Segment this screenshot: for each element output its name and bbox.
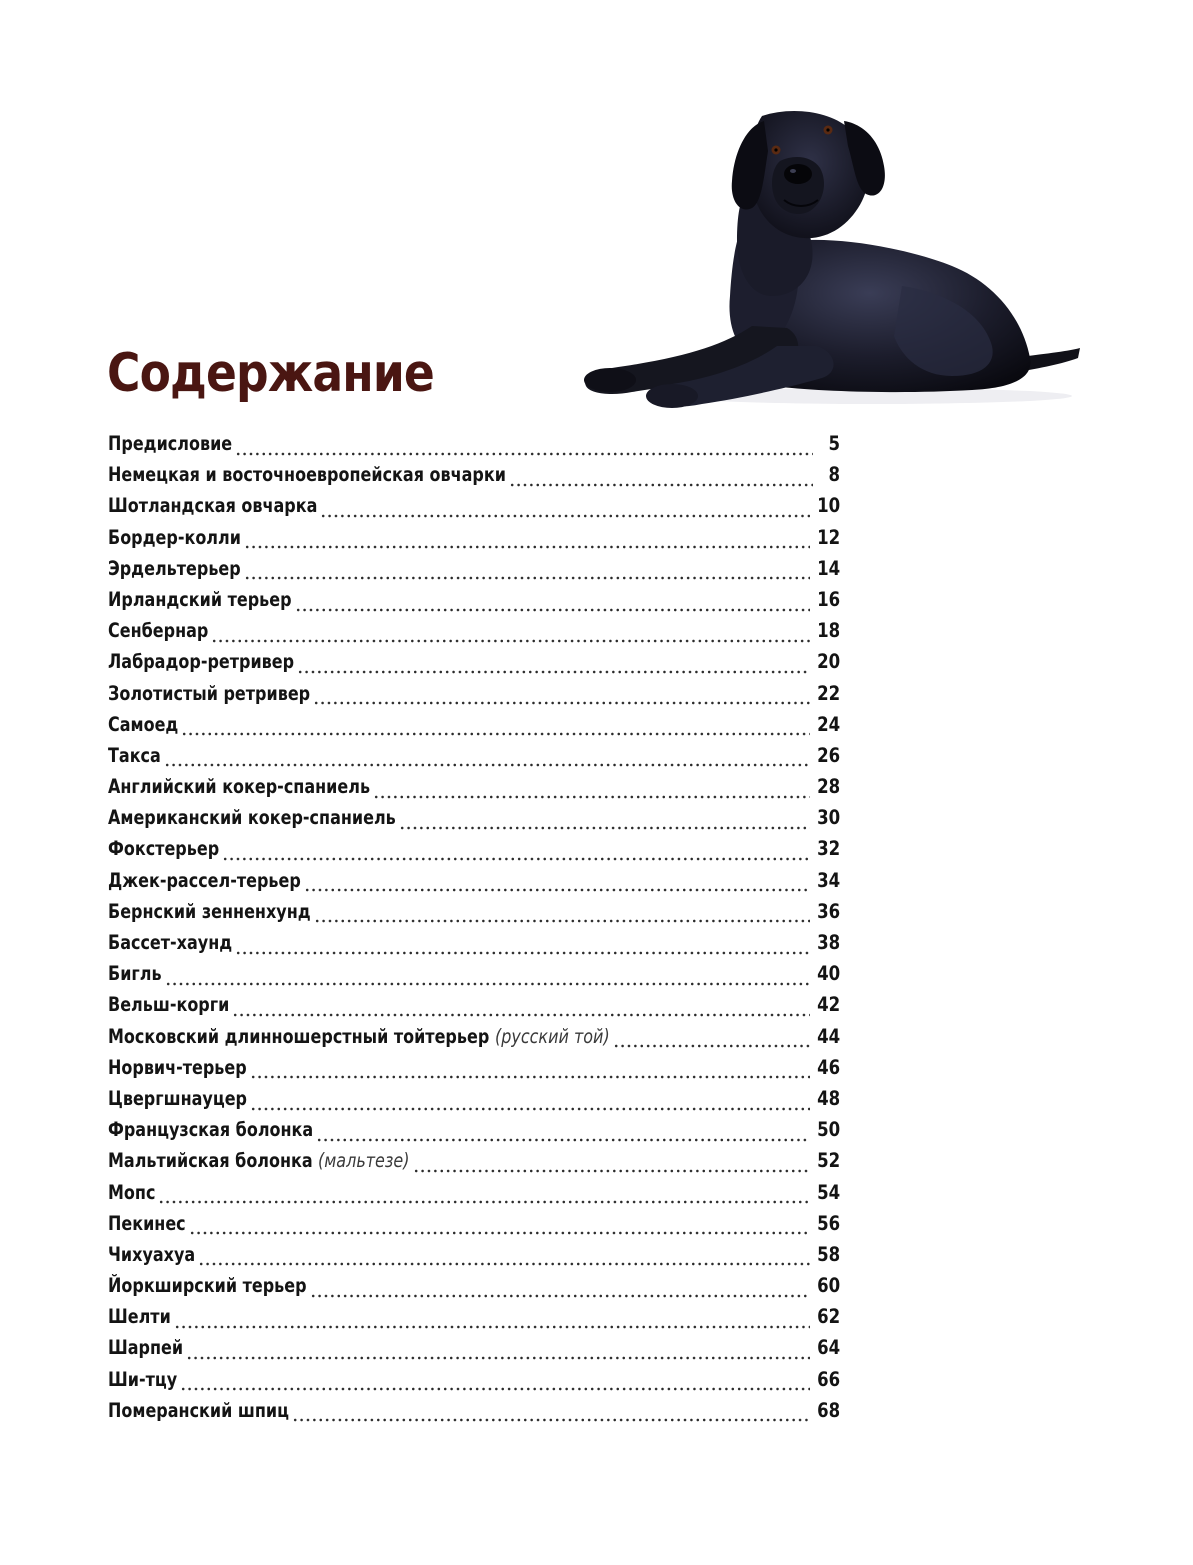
toc-entry-label [108,682,310,705]
toc-entry-title: Джек-рассел-терьер [108,868,301,892]
toc-entry-page-number: 66 [816,1367,840,1391]
toc-dot-leader [250,1075,810,1079]
toc-entry-page-number: 56 [816,1211,840,1235]
toc-entry-title: Сенбернар [108,619,209,643]
toc-entry[interactable] [108,806,840,837]
toc-entry[interactable] [108,588,840,619]
toc-entry-title: Такса [108,743,161,767]
toc-entry-label [108,962,162,985]
toc-dot-leader [613,1044,810,1048]
dog-icon [572,96,1092,416]
toc-entry[interactable] [108,432,840,463]
toc-entry-page-number: 26 [816,743,840,767]
toc-entry-title: Мопс [108,1180,156,1204]
toc-entry-page-number: 5 [828,432,840,455]
toc-entry-label [108,1056,247,1079]
toc-entry-title: Французская болонка [108,1118,314,1142]
table-of-contents [108,432,840,1430]
toc-entry[interactable] [108,1368,840,1399]
toc-entry-label [108,713,178,736]
toc-dot-leader [232,1013,810,1017]
toc-entry[interactable] [108,1056,840,1087]
toc-entry-label [108,432,232,455]
toc-entry[interactable] [108,1181,840,1212]
toc-entry-page-number: 42 [816,993,840,1017]
toc-entry[interactable] [108,494,840,525]
toc-dot-leader [320,514,809,518]
toc-entry-title: Фокстерьер [108,837,220,861]
toc-entry-label [108,494,317,517]
toc-entry-page-number: 24 [816,712,840,736]
toc-entry-page-number: 60 [816,1274,840,1298]
toc-entry-page-number: 52 [816,1149,840,1173]
toc-entry-page-number: 36 [816,899,840,923]
toc-entry[interactable] [108,775,840,806]
toc-entry-label [108,993,229,1016]
toc-entry[interactable] [108,1118,840,1149]
toc-entry[interactable] [108,931,840,962]
toc-entry-title: Московский длинношерстный тойтерьер [108,1024,490,1048]
toc-entry-label [108,463,506,486]
toc-entry-page-number: 8 [828,463,840,487]
toc-entry-title: Пекинес [108,1211,186,1235]
toc-entry-page-number: 20 [816,650,840,674]
toc-entry-label [108,1399,289,1422]
toc-entry-page-number: 18 [816,619,840,643]
toc-dot-leader [295,608,810,612]
toc-dot-leader [244,576,810,580]
toc-entry[interactable] [108,962,840,993]
toc-entry[interactable] [108,993,840,1024]
toc-entry-title: Предисловие [108,432,233,455]
toc-entry-page-number: 14 [816,556,840,580]
toc-dot-leader [399,826,810,830]
toc-entry[interactable] [108,1212,840,1243]
toc-entry-title: Ирландский терьер [108,587,292,611]
toc-entry-label [108,744,161,767]
toc-dot-leader [186,1356,810,1360]
toc-dot-leader [373,795,810,799]
toc-entry-page-number: 22 [816,681,840,705]
page-title: Содержание [107,343,434,404]
toc-entry-label [108,775,370,798]
toc-entry-page-number: 34 [816,868,840,892]
toc-entry-title: Мальтийская болонка [108,1149,313,1173]
toc-dot-leader [413,1169,810,1173]
toc-entry-label [108,588,292,611]
toc-entry-page-number: 58 [816,1242,840,1266]
toc-entry-label [108,557,241,580]
toc-entry[interactable] [108,682,840,713]
toc-entry-page-number: 44 [816,1024,840,1048]
toc-entry-page-number: 30 [816,806,840,830]
toc-entry[interactable] [108,526,840,557]
toc-entry-page-number: 68 [816,1398,840,1422]
toc-entry-label [108,869,301,892]
toc-entry-spacer [489,1025,495,1048]
toc-entry-label [108,1118,313,1141]
toc-entry[interactable] [108,619,840,650]
toc-dot-leader [313,701,810,705]
toc-entry-title: Лабрадор-ретривер [108,650,295,674]
toc-entry-title: Чихуахуа [108,1242,196,1266]
toc-entry-label [108,1243,195,1266]
toc-entry[interactable] [108,557,840,588]
toc-entry-title: Бордер-колли [108,525,241,549]
toc-entry-label [108,1149,410,1172]
toc-entry[interactable] [108,713,840,744]
toc-dot-leader [165,982,810,986]
toc-dot-leader [189,1231,810,1235]
toc-entry-label [108,900,311,923]
toc-entry-page-number: 50 [816,1118,840,1142]
toc-entry-label [108,1087,247,1110]
toc-dot-leader [250,1107,810,1111]
toc-entry[interactable] [108,1336,840,1367]
toc-dot-leader [180,1387,810,1391]
toc-entry-label [108,837,219,860]
toc-entry-title: Шарпей [108,1336,184,1360]
toc-entry-label [108,1181,155,1204]
toc-entry-page-number: 64 [816,1336,840,1360]
toc-dot-leader [244,545,810,549]
toc-entry-title: Померанский шпиц [108,1398,289,1422]
toc-entry[interactable] [108,1305,840,1336]
toc-entry-page-number: 10 [816,494,840,518]
toc-entry-title: Норвич-терьер [108,1055,247,1079]
toc-entry-label [108,931,232,954]
toc-entry[interactable] [108,869,840,900]
toc-entry-title: Английский кокер-спаниель [108,775,371,799]
toc-entry[interactable] [108,1399,840,1430]
toc-entry-page-number: 38 [816,931,840,954]
toc-entry-page-number: 62 [816,1305,840,1329]
toc-entry-page-number: 48 [816,1086,840,1110]
toc-entry-title: Немецкая и восточноевропейская овчарки [108,463,506,487]
toc-dot-leader [316,1138,810,1142]
toc-dot-leader [164,763,810,767]
toc-entry-title: Ши-тцу [108,1367,178,1391]
toc-entry-title: Йоркширский терьер [108,1274,307,1298]
toc-dot-leader [181,732,810,736]
toc-entry[interactable] [108,1149,840,1180]
toc-entry-title: Шелти [108,1305,171,1329]
toc-dot-leader [292,1418,810,1422]
toc-dot-leader [304,888,810,892]
toc-entry[interactable] [108,650,840,681]
toc-entry-title: Цвергшнауцер [108,1086,247,1110]
toc-entry[interactable] [108,744,840,775]
toc-entry-label [108,1336,183,1359]
toc-dot-leader [211,639,810,643]
toc-entry-page-number: 16 [816,587,840,611]
toc-entry-title: Шотландская овчарка [108,494,318,518]
toc-entry-label [108,1212,186,1235]
toc-entry[interactable] [108,1243,840,1274]
toc-dot-leader [235,951,810,955]
toc-dot-leader [174,1325,810,1329]
toc-entry-page-number: 40 [816,962,840,986]
toc-entry-title: Вельш-корги [108,993,230,1017]
toc-entry-note: (мальтезе) [318,1149,410,1173]
toc-entry-title: Эрдельтерьер [108,556,241,580]
toc-entry[interactable] [108,837,840,868]
toc-entry-label [108,650,294,673]
toc-entry-label [108,526,241,549]
toc-entry-page-number: 32 [816,837,840,861]
toc-entry-title: Бернский зенненхунд [108,899,311,923]
toc-entry[interactable] [108,463,840,494]
toc-dot-leader [222,857,810,861]
toc-entry-page-number: 46 [816,1055,840,1079]
toc-entry[interactable] [108,900,840,931]
toc-entry[interactable] [108,1274,840,1305]
toc-dot-leader [235,452,813,456]
toc-dot-leader [198,1262,810,1266]
toc-dot-leader [310,1294,810,1298]
toc-dot-leader [509,483,813,487]
toc-entry-page-number: 54 [816,1180,840,1204]
toc-entry-label [108,1305,171,1328]
toc-entry-label [108,806,396,829]
toc-entry-page-number: 12 [816,525,840,549]
toc-entry[interactable] [108,1087,840,1118]
toc-entry-title: Американский кокер-спаниель [108,806,396,830]
toc-entry-title: Золотистый ретривер [108,681,311,705]
toc-entry-label [108,1368,177,1391]
toc-entry-page-number: 28 [816,775,840,799]
toc-entry[interactable] [108,1025,840,1056]
toc-entry-title: Самоед [108,712,179,736]
toc-entry-title: Бассет-хаунд [108,931,233,954]
toc-entry-title: Бигль [108,962,162,986]
toc-entry-label [108,1274,307,1297]
toc-entry-label [108,1025,610,1048]
toc-dot-leader [314,919,810,923]
toc-entry-label [108,619,208,642]
toc-dot-leader [158,1200,809,1204]
toc-entry-note: (русский той) [494,1024,610,1048]
toc-dot-leader [297,670,810,674]
